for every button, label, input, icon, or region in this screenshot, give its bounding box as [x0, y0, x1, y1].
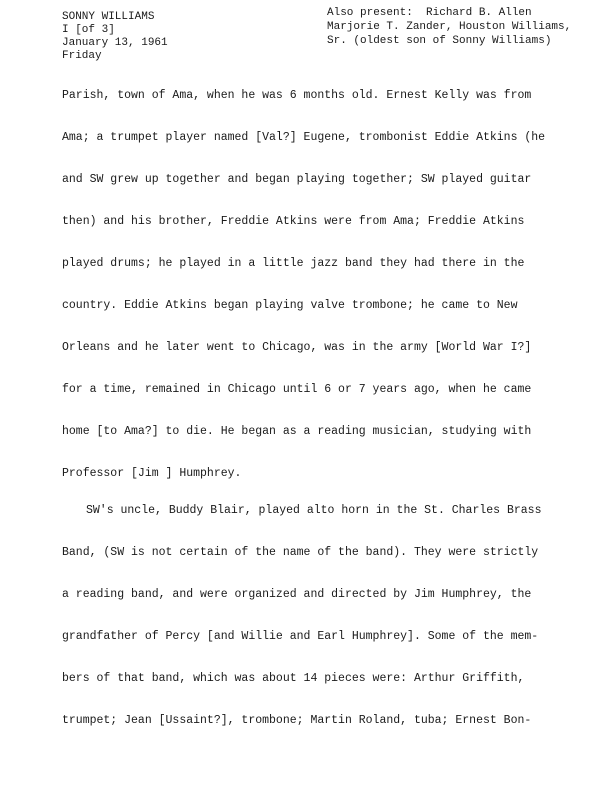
text-line: country. Eddie Atkins began playing valve trombone; he came to New — [62, 299, 518, 312]
reel-number: I [of 3] — [62, 24, 115, 36]
text-line: played drums; he played in a little jazz band they had there in the — [62, 257, 525, 270]
header-right — [327, 6, 571, 48]
text-line: for a time, remained in Chicago until 6 or 7 years ago, when he came — [62, 383, 532, 396]
interview-day: Friday — [62, 50, 102, 62]
text-line: and SW grew up together and began playing together; SW played guitar — [62, 173, 532, 186]
text-line: home [to Ama?] to die. He began as a reading musician, studying with — [62, 425, 532, 438]
interviewee-name: SONNY WILLIAMS — [62, 11, 155, 23]
text-line: Band, (SW is not certain of the name of the band). They were strictly — [62, 546, 539, 559]
text-line: SW's uncle, Buddy Blair, played alto horn in the St. Charles Brass — [86, 504, 542, 517]
also-present-line-3: Sr. (oldest son of Sonny Williams) — [327, 35, 552, 47]
text-line: Professor [Jim ] Humphrey. — [62, 467, 242, 480]
text-line: bers of that band, which was about 14 pieces were: Arthur Griffith, — [62, 672, 525, 685]
text-line: a reading band, and were organized and directed by Jim Humphrey, the — [62, 588, 532, 601]
text-line: grandfather of Percy [and Willie and Earl Humphrey]. Some of the mem- — [62, 630, 539, 643]
interview-date: January 13, 1961 — [62, 37, 168, 49]
also-present-line-2: Marjorie T. Zander, Houston Williams, — [327, 21, 572, 33]
header-left — [62, 11, 168, 63]
text-line: then) and his brother, Freddie Atkins were from Ama; Freddie Atkins — [62, 215, 525, 228]
text-line: Orleans and he later went to Chicago, was in the army [World War I?] — [62, 341, 532, 354]
text-line: Parish, town of Ama, when he was 6 months old. Ernest Kelly was from — [62, 89, 532, 102]
text-line: trumpet; Jean [Ussaint?], trombone; Martin Roland, tuba; Ernest Bon- — [62, 714, 532, 727]
text-line: Ama; a trumpet player named [Val?] Eugene, trombonist Eddie Atkins (he — [62, 131, 546, 144]
also-present-line-1: Also present: Richard B. Allen — [327, 7, 532, 19]
